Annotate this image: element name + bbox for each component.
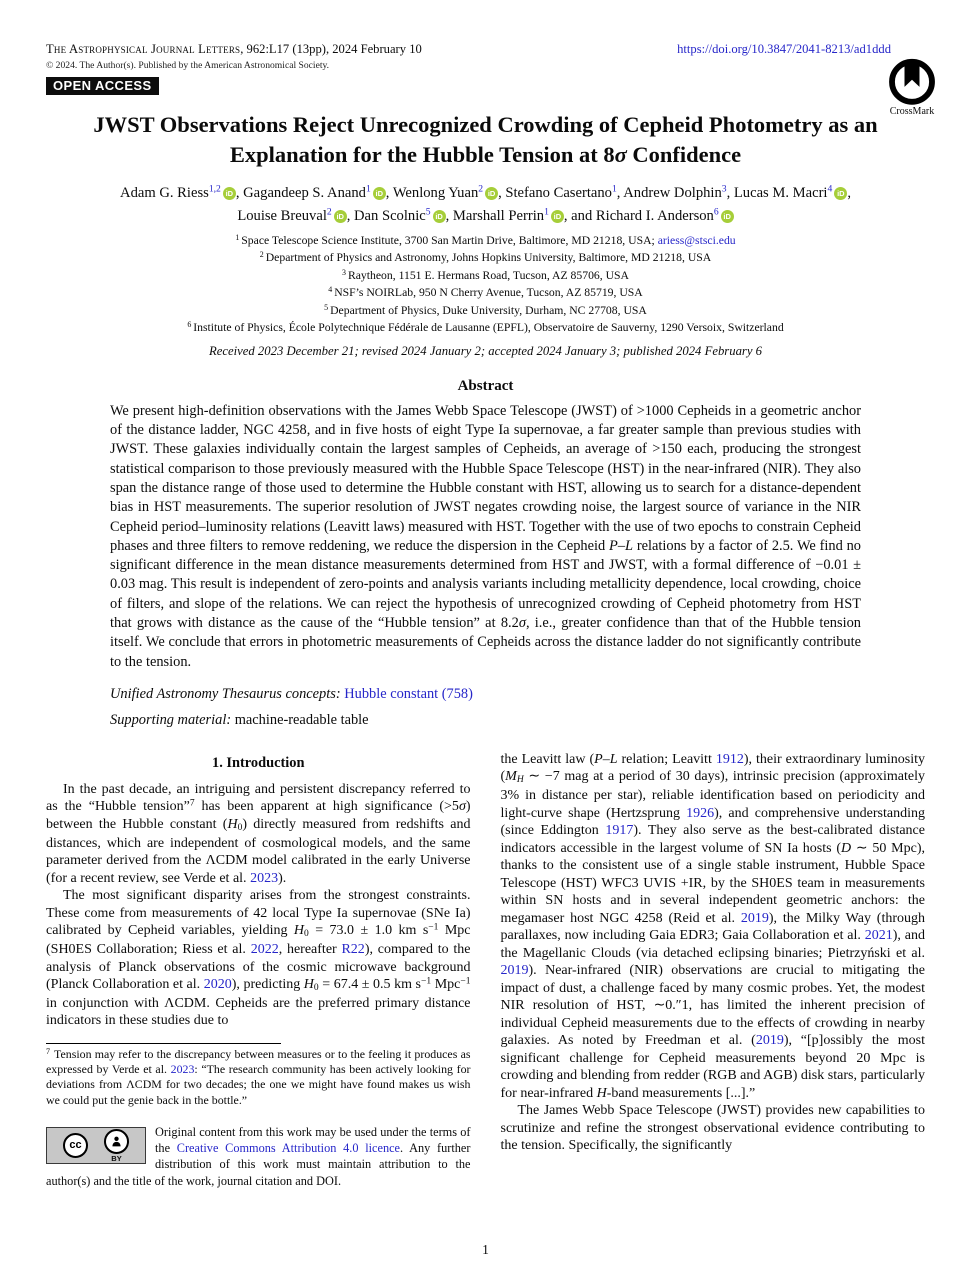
text-segment: ). They also serve as the best-calibrated distance indicators accessible in the largest volume of SN Ia hosts (: [500, 823, 925, 856]
author-separator: ,: [847, 185, 851, 202]
text-segment: −1: [428, 922, 439, 933]
orcid-icon[interactable]: iD: [223, 187, 236, 200]
text-segment: −1: [421, 976, 432, 987]
author-name: Andrew Dolphin: [623, 185, 722, 202]
text-segment: 5: [324, 302, 331, 312]
text-segment: 4: [328, 285, 335, 295]
crossmark-icon: [887, 56, 937, 106]
text-segment: D: [841, 840, 852, 856]
text-segment: JWST Observations Reject Unrecognized Crowding of Cepheid Photometry as an Explanation for the Hubble Tension at 8: [93, 112, 878, 168]
text-segment: 0: [304, 929, 309, 940]
affiliation: [46, 284, 925, 302]
inline-link[interactable]: 2023: [250, 870, 279, 886]
authors-line-2: [46, 205, 925, 228]
text-segment: –: [602, 751, 610, 767]
text-segment: P: [609, 537, 618, 554]
text-segment: σ: [614, 142, 627, 168]
text-segment: relations by a factor of 2.5. We find no significant difference in the mean distance measurements determined from HST and JWST, with a formal difference of −0.01 ± 0.03 mag. This result is independent of zero-points and analysis variants including metallicity dependence, local crowding, choice of filters, and slope of the relations. We can reject the hypothesis of unrecognized crowding of Cepheid photometry from HST that grows with distance as the cause of the “Hubble tension” at 8.2: [110, 537, 861, 632]
text-segment: 3: [342, 267, 348, 277]
affiliations-block: [46, 232, 925, 337]
author-name: Lucas M. Macri: [733, 185, 828, 202]
paper-title: [46, 110, 925, 170]
author-name: Wenlong Yuan: [392, 185, 479, 202]
text-segment: ), “[p]ossibly the most significant challenge for Cepheid measurements beyond 20 Mpc is crowding and blending from redder (RGB and AGB) disk stars, particularly for near-infrared: [500, 1033, 925, 1101]
orcid-icon[interactable]: iD: [433, 210, 446, 223]
orcid-icon[interactable]: iD: [551, 210, 564, 223]
left-column: [46, 751, 471, 1189]
affiliation: [46, 319, 925, 337]
text-segment: H: [303, 977, 314, 992]
inline-link[interactable]: 2023: [170, 1062, 195, 1077]
orcid-icon[interactable]: iD: [373, 187, 386, 200]
affiliation: [46, 302, 925, 320]
author-separator: , and: [563, 207, 596, 224]
author-separator: ,: [235, 185, 244, 202]
section-heading-introduction: 1. Introduction: [212, 754, 305, 771]
text-segment: 6: [187, 320, 194, 330]
author: [243, 185, 393, 201]
right-paragraph-2: [501, 1102, 926, 1155]
text-segment: Raytheon, 1151 E. Hermans Road, Tucson, AZ 85706, USA: [347, 268, 629, 282]
footnote-marker: 7: [46, 1046, 51, 1056]
author-affiliation-sup[interactable]: 2: [478, 183, 484, 195]
text-segment: P: [594, 751, 603, 767]
journal-header-left: [46, 42, 422, 95]
footnote-text: [46, 1047, 471, 1107]
text-segment: σ: [458, 799, 466, 815]
text-segment: 7: [189, 798, 195, 809]
authors-line-1: [46, 182, 925, 205]
text-segment: relation; Leavitt: [617, 751, 716, 767]
inline-link[interactable]: 2019: [500, 963, 529, 979]
text-segment: 1: [235, 232, 242, 242]
author-separator: ,: [616, 185, 624, 202]
supporting-material-line: [110, 712, 861, 729]
text-segment: . Any further distribution of this work must maintain attribution to the author(s) and the title of the work, journal citation and DOI.: [46, 1141, 471, 1188]
inline-link[interactable]: 2020: [203, 977, 232, 992]
author-affiliation-sup[interactable]: 1: [544, 206, 549, 218]
author-affiliation-sup[interactable]: 4: [827, 183, 833, 195]
affiliation: [46, 232, 925, 250]
text-segment: Space Telescope Science Institute, 3700 San Martin Drive, Baltimore, MD 21218, USA;: [241, 233, 658, 247]
inline-link[interactable]: 1912: [715, 751, 744, 767]
dates-line: Received 2023 December 21; revised 2024 January 2; accepted 2024 January 3; published 2024 February 6: [208, 343, 763, 358]
person-icon: [104, 1129, 129, 1154]
text-segment: H: [516, 775, 524, 786]
cc-by-badge[interactable]: [46, 1127, 146, 1164]
text-segment: The Astrophysical Journal Letters: [46, 42, 241, 56]
text-segment: Original content from this work may be used under the terms of the: [155, 1124, 471, 1156]
text-segment: the Leavitt law (: [500, 751, 595, 767]
text-segment: M: [505, 769, 517, 785]
text-segment: -band measurements [...].”: [606, 1085, 756, 1101]
page-number: 1: [482, 1242, 489, 1257]
inline-link[interactable]: 2022: [250, 942, 279, 957]
journal-header: [46, 42, 925, 95]
text-segment: ), their extraordinary luminosity (: [500, 751, 925, 785]
text-segment: ). Near-infrared (NIR) observations are crucial to mitigating the impact of dust, a challenge faced by many cosmic probes. Yet, the modest NIR resolution of HST, ∼0.″1, has limited the inherent precision of individual Cepheid measurements due to the effects of crowding in nearby galaxies. As noted by Freedman et al. (: [500, 963, 925, 1049]
author-name: Marshall Perrin: [452, 207, 545, 224]
text-segment: The most significant disparity arises from the strongest constraints. These come from measurements of 42 local Type Ia supernovae (SNe Ia) calibrated by Cepheid variables, yielding: [46, 888, 471, 939]
text-segment: L: [609, 751, 618, 767]
text-segment: ), and the Magellanic Clouds (via detached eclipsing binaries; Pietrzyński et al.: [500, 928, 925, 961]
text-segment: In the past decade, an intriguing and persistent discrepancy referred to as the “Hubble tension”: [46, 781, 471, 815]
inline-link[interactable]: ariess@stsci.edu: [657, 233, 736, 247]
text-segment: 0: [237, 822, 243, 833]
text-segment: ), the Milky Way (through parallaxes, now including Gaia EDR3; Gaia Collaboration et al.: [500, 910, 925, 944]
author-separator: ,: [385, 185, 393, 202]
cc-icon: cc: [63, 1133, 88, 1158]
author: [393, 185, 506, 201]
thesaurus-line: [110, 686, 861, 703]
author-affiliation-sup[interactable]: 1,2: [208, 183, 221, 195]
footnote-7: [46, 1047, 471, 1108]
intro-paragraph-1: [46, 781, 471, 887]
text-segment: L: [625, 537, 634, 554]
text-segment: has been apparent at high significance (>5: [194, 799, 459, 815]
text-segment: Mpc (SH0ES Collaboration; Riess et al.: [46, 923, 471, 957]
text-segment: Tension may refer to the discrepancy between measures or to the feeling it produces as expressed by Verde et al.: [46, 1046, 471, 1077]
author-separator: ,: [498, 185, 506, 202]
text-segment: 2: [259, 250, 266, 260]
text-segment: ), and comprehensive understanding (since Eddington: [500, 805, 925, 839]
orcid-icon[interactable]: iD: [334, 210, 347, 223]
text-segment: = 67.4 ± 0.5 km s: [318, 977, 422, 992]
author-separator: ,: [726, 185, 734, 202]
open-access-badge: OPEN ACCESS: [46, 77, 159, 95]
author-name: Adam G. Riess: [120, 185, 209, 202]
text-segment: 0: [313, 982, 319, 993]
author-affiliation-sup[interactable]: 5: [425, 206, 431, 218]
copyright-line: © 2024. The Author(s). Published by the American Astronomical Society.: [46, 60, 330, 71]
text-segment: , 962:L17 (13pp), 2024 February 10: [240, 42, 422, 56]
author: [734, 185, 851, 201]
text-segment: ∼ 50 Mpc), thanks to the consistent use of a single stable instrument, Hubble Space Telescope (HST) WFC3 UVIS +IR, by the SH0ES team in measurements within SN hosts and in several independent geometric anchors: the megamaser host NGC 4258 (Reid et al.: [500, 840, 926, 926]
text-segment: Mpc: [431, 977, 461, 992]
text-segment: , i.e., greater confidence than that of the Hubble tension itself. We conclude that errors in photometric measurements of Cepheids across the distance ladder do not significantly contribute to the tension.: [110, 615, 861, 670]
author-affiliation-sup[interactable]: 6: [713, 206, 719, 218]
text-segment: ∼ −7 mag at a period of 30 days), intrinsic precision (approximately 3% in distance per star), reliable identification based on periodicity and light-curve shape (Hertzsprung: [500, 769, 925, 821]
text-segment: ), compared to the analysis of Planck observations of the cosmic microwave background (Planck Collaboration et al.: [46, 942, 471, 992]
body-columns: [46, 751, 925, 1189]
crossmark-button[interactable]: [879, 56, 945, 117]
author-affiliation-sup[interactable]: 3: [721, 183, 727, 195]
text-segment: The James Webb Space Telescope (JWST) provides new capabilities to scrutinize and refine the strongest observational evidence contributing to the tension. Specifically, the significantly: [500, 1103, 925, 1154]
text-segment: σ: [518, 615, 526, 632]
text-segment: –: [617, 537, 626, 554]
inline-link[interactable]: 2021: [864, 928, 893, 944]
author-name: Richard I. Anderson: [595, 207, 714, 224]
text-segment: : “The research community has been actively looking for deviations from ΛCDM for two decades; the one we might have found makes us wish we could put the genie back in the bottle.”: [46, 1062, 471, 1107]
affiliation: [46, 267, 925, 285]
affiliation: [46, 249, 925, 267]
abstract-text: [110, 402, 861, 672]
text-segment: machine-readable table: [234, 711, 369, 728]
author-separator: ,: [346, 207, 354, 224]
text-segment: Institute of Physics, École Polytechnique Fédérale de Lausanne (EPFL), Observatoire de Sauverny, 1290 Versoix, Switzerland: [193, 321, 784, 335]
crossmark-label: CrossMark: [889, 106, 935, 117]
text-segment: H: [596, 1085, 607, 1101]
abstract-heading: Abstract: [457, 377, 514, 394]
text-segment: ).: [278, 870, 287, 886]
author: [237, 208, 354, 224]
text-segment: H: [293, 923, 305, 939]
author-affiliation-sup[interactable]: 1: [365, 183, 371, 195]
journal-title-line: [46, 42, 422, 57]
text-segment: Department of Physics, Duke University, Durham, NC 27708, USA: [330, 303, 647, 317]
text-segment: , hereafter: [278, 942, 342, 957]
text-segment: ) between the Hubble constant (: [46, 799, 471, 832]
author-affiliation-sup[interactable]: 1: [611, 183, 617, 195]
author: [623, 185, 734, 201]
author-name: Louise Breuval: [237, 207, 327, 224]
text-segment: ), predicting: [231, 977, 304, 992]
text-segment: H: [227, 816, 238, 832]
text-segment: Unified Astronomy Thesaurus concepts:: [110, 685, 345, 702]
inline-link[interactable]: Creative Commons Attribution 4.0 licence: [176, 1141, 401, 1156]
inline-link[interactable]: 1917: [605, 823, 634, 839]
inline-link[interactable]: R22: [341, 942, 365, 957]
authors-block: [46, 182, 925, 227]
license-note: [46, 1124, 471, 1189]
text-segment: in conjunction with ΛCDM. Cepheids are the preferred primary distance indicators in these studies due to: [46, 995, 471, 1029]
right-paragraph-1: [501, 751, 926, 1102]
author: [354, 208, 453, 224]
right-column: [501, 751, 926, 1189]
orcid-icon[interactable]: iD: [485, 187, 498, 200]
orcid-icon[interactable]: iD: [721, 210, 734, 223]
text-segment: = 73.0 ± 1.0 km s: [308, 923, 429, 939]
author-affiliation-sup[interactable]: 2: [326, 206, 332, 218]
inline-link[interactable]: Hubble constant (758): [344, 685, 473, 702]
author-name: Gagandeep S. Anand: [243, 185, 366, 202]
author: [453, 208, 596, 224]
author-separator: ,: [445, 207, 453, 224]
inline-link[interactable]: 2019: [740, 910, 769, 926]
by-icon: [104, 1129, 129, 1163]
author-name: Stefano Casertano: [505, 185, 612, 202]
author: [120, 185, 243, 201]
doi-link[interactable]: https://doi.org/10.3847/2041-8213/ad1ddd: [677, 42, 891, 56]
text-segment: Confidence: [626, 142, 742, 168]
author: [596, 208, 734, 224]
text-segment: −1: [460, 976, 471, 987]
text-segment: NSF’s NOIRLab, 950 N Cherry Avenue, Tucson, AZ 85719, USA: [334, 286, 643, 300]
text-segment: ) directly measured from redshifts and distances, which are independent of cosmological models, and the same parameter derived from the ΛCDM model calibrated in the early Universe (for a recent review, see Verde et al.: [46, 816, 471, 886]
intro-paragraph-2: [46, 887, 471, 1030]
text-segment: We present high-definition observations with the James Webb Space Telescope (JWST) of >1000 Cepheids in a geometric anchor of the distance ladder, NGC 4258, and in five hosts of eight Type Ia supernovae, a far greater sample than previous studies with JWST. These galaxies individually contain the largest samples of Cepheids, an average of >150 each, producing the strongest statistical comparison to those previously measured with the Hubble Space Telescope (HST) in the near-infrared (NIR). They also span the distance range of those used to determine the Hubble constant with HST, allowing us to search for a distance-dependent bias in HST measurements. The superior resolution of JWST negates crowding noise, the largest source of variance in the NIR Cepheid period–luminosity relations (Leavitt laws) measured with HST. Together with the use of two epochs to constrain Cepheid phases and three filters to remove reddening, we reduce the dispersion in the Cepheid: [110, 402, 861, 554]
author-name: Dan Scolnic: [354, 207, 426, 224]
inline-link[interactable]: 2019: [755, 1033, 784, 1049]
author: [505, 185, 623, 201]
orcid-icon[interactable]: iD: [834, 187, 847, 200]
footnote-rule: [46, 1043, 281, 1044]
inline-link[interactable]: 1926: [686, 805, 715, 821]
by-label: BY: [111, 1153, 122, 1163]
text-segment: Supporting material:: [110, 711, 235, 728]
text-segment: Department of Physics and Astronomy, Johns Hopkins University, Baltimore, MD 21218, USA: [265, 251, 712, 265]
